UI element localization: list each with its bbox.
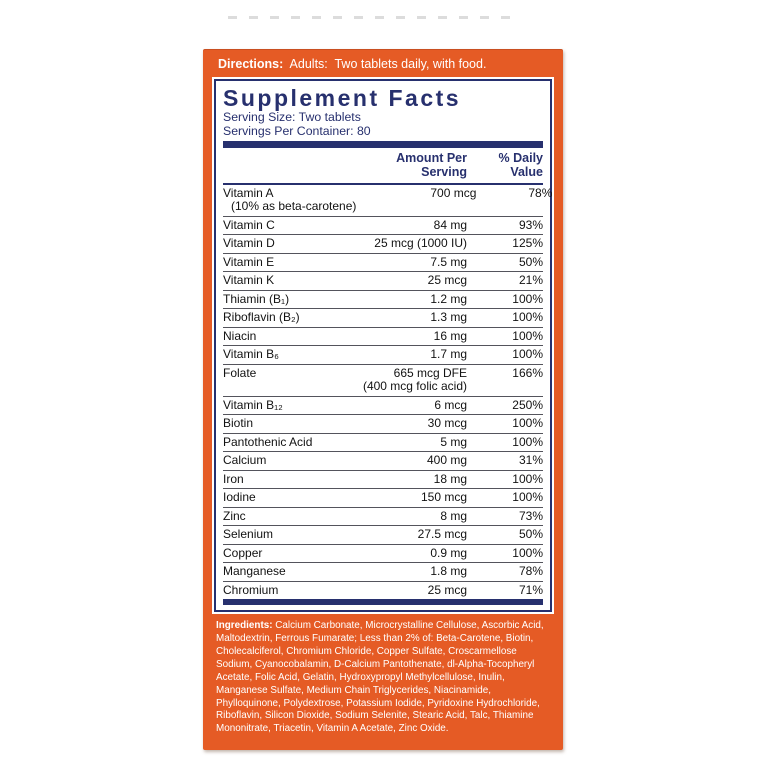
table-row bbox=[223, 434, 543, 453]
table-row bbox=[223, 471, 543, 490]
nutrient-daily-value: 21% bbox=[518, 273, 543, 288]
nutrient-amount: 84 mg bbox=[433, 217, 467, 232]
nutrient-daily-value: 100% bbox=[512, 310, 543, 325]
nutrient-daily-value: 50% bbox=[518, 254, 543, 269]
nutrient-amount: 25 mcg (1000 IU) bbox=[374, 236, 467, 251]
nutrient-name: Iron bbox=[223, 471, 244, 486]
nutrient-amount: 0.9 mg bbox=[430, 545, 467, 560]
nutrient-amount: 18 mg bbox=[433, 471, 467, 486]
table-row bbox=[223, 563, 543, 582]
table-row bbox=[223, 397, 543, 416]
nutrient-name: Biotin bbox=[223, 416, 254, 431]
directions-label: Directions: bbox=[218, 57, 284, 71]
nutrient-daily-value: 100% bbox=[512, 471, 543, 486]
nutrient-amount: 7.5 mg bbox=[430, 254, 467, 269]
serving-size: Serving Size: Two tablets bbox=[223, 109, 361, 124]
nutrient-daily-value: 100% bbox=[512, 291, 543, 306]
nutrient-daily-value: 100% bbox=[512, 434, 543, 449]
nutrient-amount: 1.2 mg bbox=[430, 291, 467, 306]
nutrient-daily-value: 78% bbox=[518, 564, 543, 579]
nutrient-name: Vitamin B₆ bbox=[223, 347, 279, 362]
nutrient-name: Vitamin C bbox=[223, 217, 275, 232]
nutrient-name: Thiamin (B₁) bbox=[223, 291, 290, 306]
nutrient-name: Vitamin A bbox=[223, 185, 274, 200]
header-spacer bbox=[223, 152, 347, 180]
table-row bbox=[223, 217, 543, 236]
thick-divider-bar-top bbox=[223, 141, 543, 148]
table-row bbox=[223, 309, 543, 328]
nutrient-daily-value: 78% bbox=[528, 185, 553, 200]
table-row bbox=[223, 415, 543, 434]
ingredients-text bbox=[203, 612, 563, 736]
nutrient-amount: 1.8 mg bbox=[430, 564, 467, 579]
nutrient-daily-value: 93% bbox=[518, 217, 543, 232]
table-row bbox=[223, 582, 543, 600]
nutrient-name: Folate bbox=[223, 365, 257, 380]
package-perforation-line bbox=[228, 16, 512, 19]
nutrient-daily-value: 166% bbox=[512, 365, 543, 380]
nutrient-name: Chromium bbox=[223, 582, 279, 597]
header-amount-per-serving: Amount Per Serving bbox=[396, 151, 467, 180]
ingredients-label: Ingredients: bbox=[216, 620, 273, 632]
nutrient-amount: 6 mcg bbox=[434, 397, 467, 412]
table-row bbox=[223, 328, 543, 347]
nutrient-amount: 150 mcg bbox=[420, 490, 467, 505]
directions-text bbox=[203, 49, 563, 79]
table-row bbox=[223, 545, 543, 564]
nutrient-name: Iodine bbox=[223, 490, 256, 505]
nutrient-amount: 5 mg bbox=[440, 434, 467, 449]
nutrient-amount: 400 mg bbox=[426, 453, 467, 468]
nutrient-name-note: (10% as beta-carotene) bbox=[231, 199, 357, 214]
nutrient-name: Vitamin K bbox=[223, 273, 275, 288]
nutrient-daily-value: 100% bbox=[512, 545, 543, 560]
supplement-facts-title: Supplement Facts bbox=[223, 84, 462, 111]
nutrient-name: Riboflavin (B₂) bbox=[223, 310, 300, 325]
supplement-facts-panel bbox=[214, 79, 552, 613]
servings-per-container: Servings Per Container: 80 bbox=[223, 123, 371, 138]
nutrient-name: Vitamin E bbox=[223, 254, 275, 269]
nutrient-name: Selenium bbox=[223, 527, 274, 542]
thick-divider-bar-bottom bbox=[223, 599, 543, 605]
table-row bbox=[223, 508, 543, 527]
nutrient-amount: 30 mcg bbox=[427, 416, 467, 431]
nutrient-daily-value: 100% bbox=[512, 328, 543, 343]
table-row bbox=[223, 272, 543, 291]
nutrient-name: Copper bbox=[223, 545, 263, 560]
nutrient-daily-value: 250% bbox=[512, 397, 543, 412]
ingredients-body: Calcium Carbonate, Microcrystalline Cellulose, Ascorbic Acid, Maltodextrin, Ferrous Fumarate; Less than 2% of: Beta-Carotene, Biotin, Cholecalciferol, Chromium Chloride, Copper Sulfate, Croscarmellose Sodium, Cyanocobalamin, D-Calcium Pantothenate, dl-Alpha-Tocopheryl Acetate, Folic Acid, Gelatin, Hydroxypropyl Methylcellulose, Inulin, Manganese Sulfate, Medium Chain Triglycerides, Niacinamide, Phylloquinone, Polydextrose, Potassium Iodide, Pyridoxine Hydrochloride, Riboflavin, Silicon Dioxide, Sodium Selenite, Stearic Acid, Talc, Thiamine Mononitrate, Triacetin, Vitamin A Acetate, Zinc Oxide. bbox=[216, 620, 544, 735]
table-row bbox=[223, 185, 553, 217]
directions-body: Adults: Two tablets daily, with food. bbox=[283, 57, 487, 71]
table-row bbox=[223, 365, 543, 397]
nutrient-amount: 1.7 mg bbox=[430, 347, 467, 362]
vitamin-package-panel bbox=[203, 49, 563, 750]
nutrient-name: Vitamin D bbox=[223, 236, 275, 251]
nutrient-amount: 16 mg bbox=[433, 328, 467, 343]
nutrient-amount: 27.5 mcg bbox=[417, 527, 467, 542]
table-row bbox=[223, 489, 543, 508]
nutrient-amount: 25 mcg bbox=[427, 273, 467, 288]
nutrient-amount: 700 mcg bbox=[430, 185, 477, 200]
nutrient-daily-value: 71% bbox=[518, 582, 543, 597]
nutrient-daily-value: 100% bbox=[512, 347, 543, 362]
nutrient-amount-note: (400 mcg folic acid) bbox=[362, 379, 467, 394]
table-row bbox=[223, 452, 543, 471]
table-row bbox=[223, 235, 543, 254]
nutrient-daily-value: 100% bbox=[512, 416, 543, 431]
nutrient-daily-value: 31% bbox=[518, 453, 543, 468]
table-row bbox=[223, 346, 543, 365]
table-row bbox=[223, 291, 543, 310]
nutrient-daily-value: 100% bbox=[512, 490, 543, 505]
table-row bbox=[223, 526, 543, 545]
nutrient-table-body bbox=[223, 185, 553, 600]
table-header-row bbox=[223, 148, 543, 185]
nutrient-name: Pantothenic Acid bbox=[223, 434, 313, 449]
nutrient-name: Manganese bbox=[223, 564, 286, 579]
nutrient-daily-value: 125% bbox=[512, 236, 543, 251]
nutrient-amount: 1.3 mg bbox=[430, 310, 467, 325]
header-percent-daily-value: % Daily Value bbox=[498, 151, 543, 180]
nutrient-amount: 8 mg bbox=[440, 508, 467, 523]
nutrient-amount: 665 mcg DFE bbox=[393, 365, 467, 380]
nutrient-name: Vitamin B₁₂ bbox=[223, 397, 283, 412]
nutrient-name: Zinc bbox=[223, 508, 246, 523]
nutrient-daily-value: 50% bbox=[518, 527, 543, 542]
nutrient-amount: 25 mcg bbox=[427, 582, 467, 597]
nutrient-name: Calcium bbox=[223, 453, 267, 468]
nutrient-name: Niacin bbox=[223, 328, 257, 343]
nutrient-daily-value: 73% bbox=[518, 508, 543, 523]
table-row bbox=[223, 254, 543, 273]
